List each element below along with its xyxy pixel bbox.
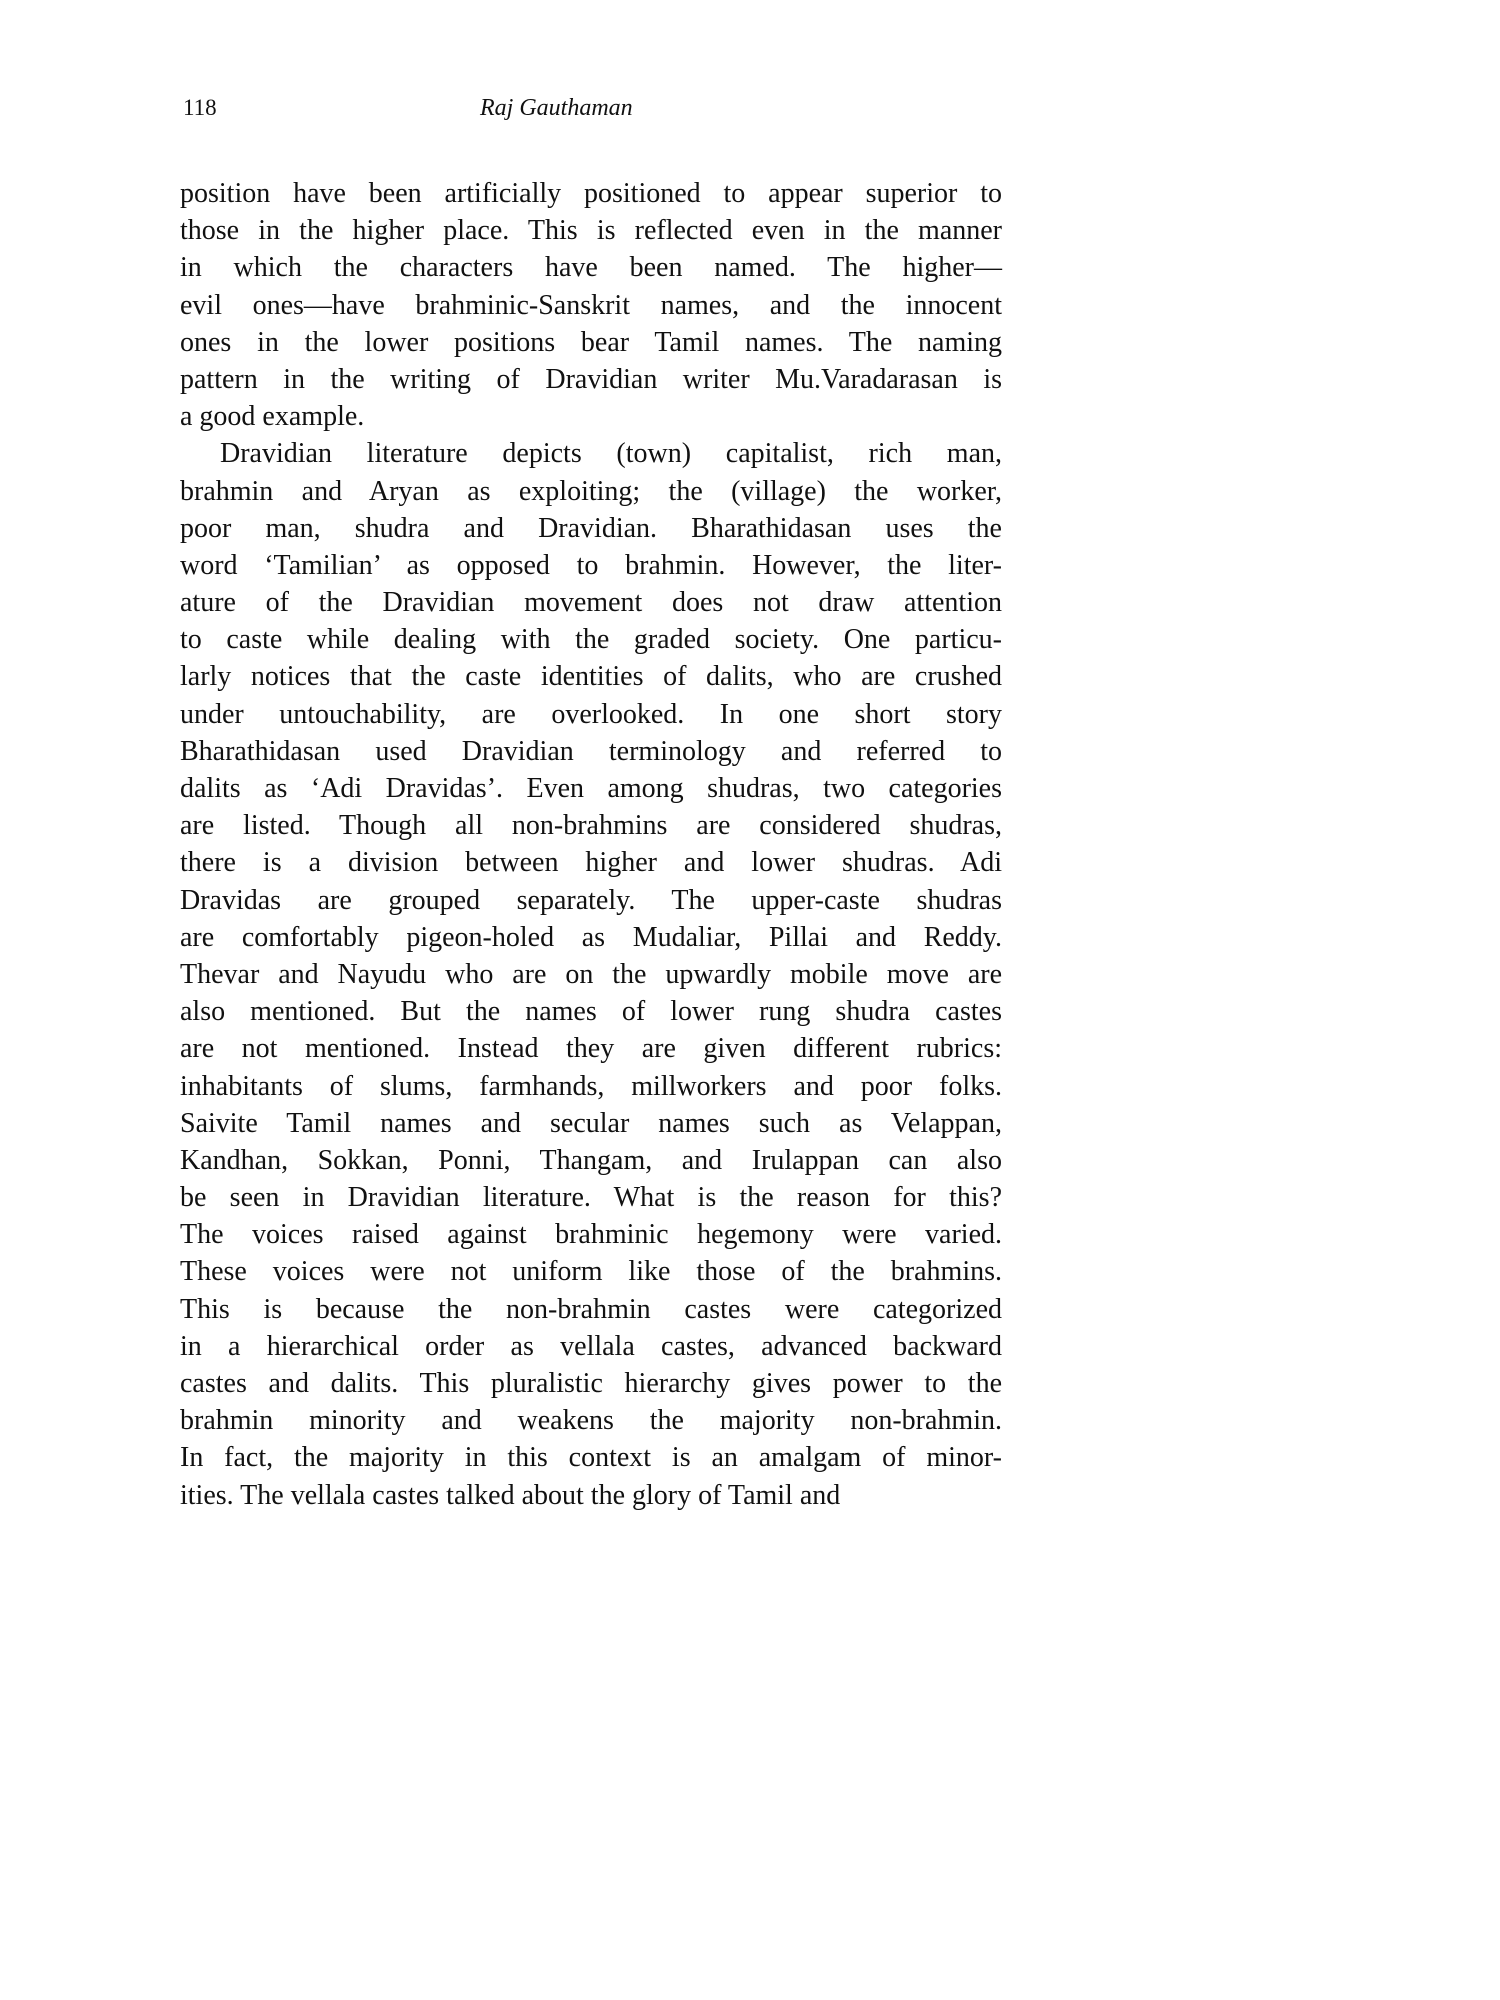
- text-line: larly notices that the caste identities of dalits, who are crushed: [180, 661, 1002, 693]
- text-line: be seen in Dravidian literature. What is the reason for this?: [180, 1182, 1002, 1214]
- page-number: 118: [183, 95, 217, 120]
- paragraph: [180, 435, 1002, 1513]
- text-line: poor man, shudra and Dravidian. Bharathidasan uses the: [180, 512, 1002, 544]
- text-line: castes and dalits. This pluralistic hierarchy gives power to the: [180, 1368, 1002, 1399]
- text-line: In fact, the majority in this context is an amalgam of minor-: [180, 1442, 1002, 1474]
- text-line: These voices were not uniform like those of the brahmins.: [180, 1256, 1002, 1288]
- text-line: pattern in the writing of Dravidian writer Mu.Varadarasan is: [180, 363, 1002, 395]
- text-line: there is a division between higher and lower shudras. Adi: [180, 847, 1002, 879]
- text-line: those in the higher place. This is reflected even in the manner: [180, 215, 1002, 247]
- text-line: are comfortably pigeon-holed as Mudaliar, Pillai and Reddy.: [180, 921, 1002, 953]
- text-line: Kandhan, Sokkan, Ponni, Thangam, and Irulappan can also: [180, 1144, 1002, 1176]
- text-line: also mentioned. But the names of lower rung shudra castes: [180, 996, 1002, 1028]
- text-line: a good example.: [180, 401, 365, 433]
- text-line: position have been artificially positioned to appear superior to: [180, 178, 1002, 209]
- text-line: Saivite Tamil names and secular names such as Velappan,: [180, 1107, 1002, 1139]
- text-line: Dravidian literature depicts (town) capitalist, rich man,: [220, 438, 1002, 470]
- text-line: are not mentioned. Instead they are given different rubrics:: [180, 1033, 1002, 1065]
- text-line: ature of the Dravidian movement does not draw attention: [180, 587, 1002, 619]
- text-line: ities. The vellala castes talked about the glory of Tamil and: [180, 1479, 841, 1511]
- running-head: Raj Gauthaman: [480, 95, 633, 121]
- text-line: to caste while dealing with the graded society. One particu-: [180, 624, 1002, 656]
- text-line: in a hierarchical order as vellala castes, advanced backward: [180, 1330, 1002, 1362]
- text-line: The voices raised against brahminic hegemony were varied.: [180, 1219, 1002, 1251]
- paragraph: [180, 175, 1002, 435]
- text-line: Dravidas are grouped separately. The upper-caste shudras: [180, 884, 1002, 916]
- text-line: Thevar and Nayudu who are on the upwardly mobile move are: [180, 958, 1002, 990]
- text-line: ones in the lower positions bear Tamil names. The naming: [180, 326, 1002, 358]
- text-line: Bharathidasan used Dravidian terminology and referred to: [180, 735, 1002, 767]
- body-text: [180, 175, 1002, 1514]
- text-line: This is because the non-brahmin castes were categorized: [180, 1293, 1002, 1325]
- text-line: in which the characters have been named. The higher—: [180, 252, 1002, 284]
- text-line: inhabitants of slums, farmhands, millworkers and poor folks.: [180, 1070, 1002, 1102]
- text-line: dalits as ‘Adi Dravidas’. Even among shudras, two categories: [180, 773, 1002, 804]
- text-line: are listed. Though all non-brahmins are considered shudras,: [180, 810, 1002, 842]
- text-line: evil ones—have brahminic-Sanskrit names, and the innocent: [180, 289, 1002, 321]
- text-line: word ‘Tamilian’ as opposed to brahmin. However, the liter-: [180, 549, 1002, 581]
- text-line: brahmin and Aryan as exploiting; the (village) the worker,: [180, 475, 1002, 507]
- text-line: under untouchability, are overlooked. In one short story: [180, 698, 1002, 730]
- text-line: brahmin minority and weakens the majority non-brahmin.: [180, 1405, 1002, 1437]
